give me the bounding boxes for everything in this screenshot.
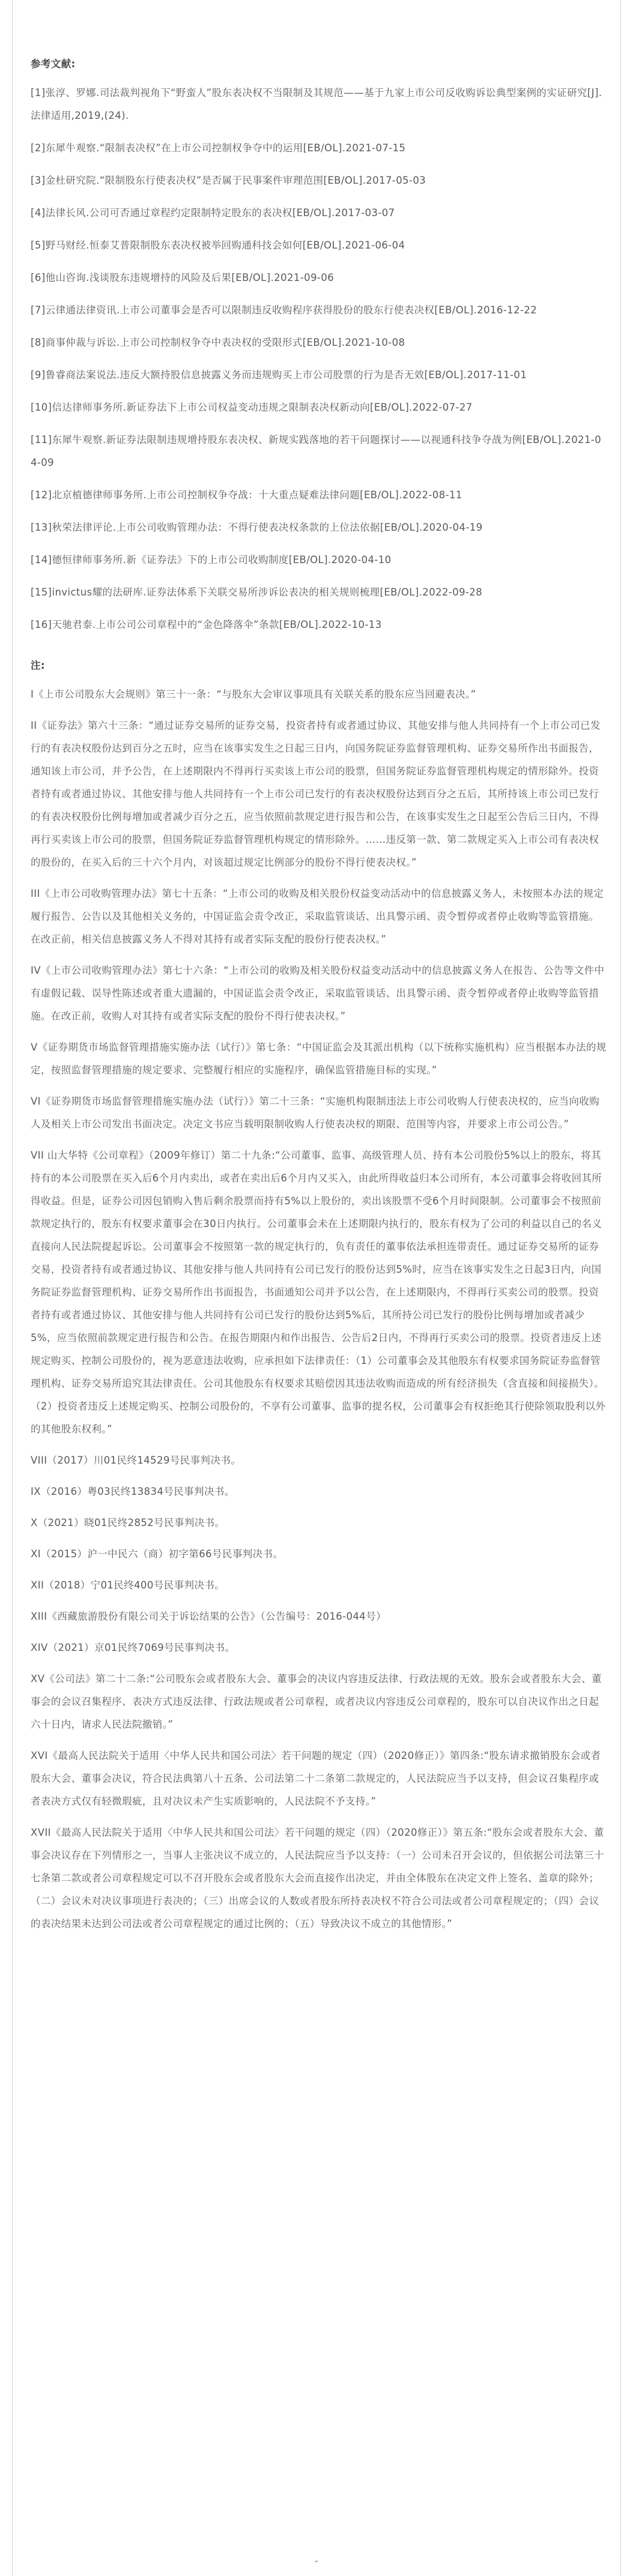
note-item: VII 山大华特《公司章程》（2009年修订）第二十九条:“公司董事、监事、高级管理人员、持有本公司股份5%以上的股东，将其持有的本公司股票在买入后6个月内卖出，或者在卖出后6个月内又买入，由此所得收益归本公司所有，本公司董事会将收回其所得收益。但是，证券公司因包销购入售后剩余股票而持有5%以上股份的，卖出该股票不受6个月时间限制。公司董事会不按照前款规定执行的，股东有权要求董事会在30日内执行。公司董事会未在上述期限内执行的，股东有权为了公司的利益以自己的名义直接向人民法院提起诉讼。公司董事会不按照第一款的规定执行的，负有责任的董事依法承担连带责任。通过证券交易所的证券交易，投资者持有或者通过协议、其他安排与他人共同持有公司已发行的股份达到5%时，应当在该事实发生之日起3日内，向国务院证券监督管理机构、证券交易所作出书面报告，书面通知公司并予以公告，在上述期限内，不得再行买卖公司的股票。投资者持有或者通过协议、其他安排与他人共同持有公司已发行的股份达到5%后，其所持公司已发行的股份比例每增加或者减少5%，应当依照前款规定进行报告和公告。在报告期限内和作出报告、公告后2日内，不得再行买卖公司的股票。投资者违反上述规定购买、控制公司股份的，视为恶意违法收购，应承担如下法律责任：（1）公司董事会及其他股东有权要求国务院证券监督管理机构、证券交易所追究其法律责任。公司其他股东有权要求其赔偿因其违法收购而造成的所有经济损失（含直接和间接损失）。（2）投资者违反上述规定购买、控制公司股份的，不享有公司董事、监事的提名权，公司董事会有权拒绝其行使除领取股利以外的其他股东权利。”: [31, 1150, 606, 1435]
reference-item: [9]鲁睿商法案说法.违反大额持股信息披露义务而违规购买上市公司股票的行为是否无效[EB/OL].2017-11-01: [31, 369, 527, 381]
note-item: XIV（2021）京01民终7069号民事判决书。: [31, 1642, 235, 1653]
reference-item: [2]东犀牛观察.“限制表决权”在上市公司控制权争夺中的运用[EB/OL].2021-07-15: [31, 142, 406, 154]
note-item: IV《上市公司收购管理办法》第七十六条：“上市公司的收购及相关股份权益变动活动中的信息披露义务人在报告、公告等文件中有虚假记载、误导性陈述或者重大遗漏的，中国证监会责令改正，采取监管谈话、出具警示函、责令暂停或者停止收购等监管措施。在改正前，收购人对其持有或者实际支配的股份不得行使表决权。”: [31, 965, 605, 1022]
reference-item: [7]云律通法律资讯.上市公司董事会是否可以限制违反收购程序获得股份的股东行使表决权[EB/OL].2016-12-22: [31, 304, 538, 316]
reference-item: [14]德恒律师事务所.新《证券法》下的上市公司收购制度[EB/OL].2020-04-10: [31, 554, 392, 566]
note-item: X（2021）晓01民终2852号民事判决书。: [31, 1517, 225, 1528]
references-list: [31, 82, 607, 636]
note-item: XVII《最高人民法院关于适用〈中华人民共和国公司法〉若干问题的规定（四）（2020修正）》第五条:“股东会或者股东大会、董事会决议存在下列情形之一，当事人主张决议不成立的，人民法院应当予以支持：（一）公司未召开会议的，但依据公司法第三十七条第二款或者公司章程规定可以不召开股东会或者股东大会而直接作出决定，并由全体股东在决定文件上签名、盖章的除外；（二）会议未对决议事项进行表决的；（三）出席会议的人数或者股东所持表决权不符合公司法或者公司章程规定的；（四）会议的表决结果未达到公司法或者公司章程规定的通过比例的；（五）导致决议不成立的其他情形。”: [31, 1827, 605, 1929]
note-item: XII（2018）宁01民终400号民事判决书。: [31, 1579, 225, 1591]
reference-item: [8]商事仲裁与诉讼.上市公司控制权争夺中表决权的受限形式[EB/OL].2021-10-08: [31, 337, 405, 348]
notes-heading: 注:: [31, 660, 45, 671]
note-item: VI《证券期货市场监督管理措施实施办法（试行）》第二十三条：“实施机构限制违法上市公司收购人行使表决权的，应当向收购人及相关上市公司发出书面决定。决定文书应当载明限制收购人行使表决权的期限、范围等内容，并要求上市公司公告。”: [31, 1096, 600, 1130]
article-body: [31, 53, 607, 1944]
note-item: IX（2016）粤03民终13834号民事判决书。: [31, 1486, 235, 1497]
chevron-up-icon[interactable]: ⌃: [313, 2559, 320, 2569]
reference-item: [3]金杜研究院.“限制股东行使表决权”是否属于民事案件审理范围[EB/OL].2017-05-03: [31, 175, 426, 186]
note-item: VIII（2017）川01民终14529号民事判决书。: [31, 1455, 241, 1466]
reference-item: [13]秋荣法律评论.上市公司收购管理办法：不得行使表决权条款的上位法依据[EB/OL].2020-04-19: [31, 522, 483, 533]
reference-item: [1]张淳、罗娜.司法裁判视角下“野蛮人”股东表决权不当限制及其规范——基于九家上市公司反收购诉讼典型案例的实证研究[J].法律适用,2019,(24).: [31, 87, 602, 121]
note-item: I《上市公司股东大会规则》第三十一条：“与股东大会审议事项具有关联关系的股东应当回避表决。”: [31, 689, 476, 700]
reference-item: [16]天驰君泰.上市公司公司章程中的“金色降落伞”条款[EB/OL].2022-10-13: [31, 619, 382, 630]
article-page: [12, 0, 621, 2576]
note-item: XVI《最高人民法院关于适用〈中华人民共和国公司法〉若干问题的规定（四）（2020修正）》第四条:“股东请求撤销股东会或者股东大会、董事会决议，符合民法典第八十五条、公司法第二十二条第二款规定的，人民法院应当予以支持，但会议召集程序或者表决方式仅有轻微瑕疵，且对决议未产生实质影响的，人民法院不予支持。”: [31, 1750, 601, 1807]
note-item: III《上市公司收购管理办法》第七十五条：“上市公司的收购及相关股份权益变动活动中的信息披露义务人，未按照本办法的规定履行报告、公告以及其他相关义务的，中国证监会责令改正，采取监管谈话、出具警示函、责令暂停或者停止收购等监管措施。在改正前，相关信息披露义务人不得对其持有或者实际支配的股份行使表决权。”: [31, 888, 604, 945]
reference-item: [6]他山咨询.浅谈股东违规增持的风险及后果[EB/OL].2021-09-06: [31, 272, 335, 283]
note-item: V《证券期货市场监督管理措施实施办法（试行）》第七条：“中国证监会及其派出机构（以下统称实施机构）应当根据本办法的规定，按照监督管理措施的规定要求、完整履行相应的实施程序，确保监管措施目标的实现。”: [31, 1042, 607, 1076]
note-item: XIII《西藏旅游股份有限公司关于诉讼结果的公告》（公告编号：2016-044号）: [31, 1611, 386, 1622]
notes-list: [31, 683, 607, 1935]
reference-item: [5]野马财经.恒泰艾普限制股东表决权被举回购通科技会如何[EB/OL].2021-06-04: [31, 240, 405, 251]
reference-item: [12]北京植德律师事务所.上市公司控制权争夺战：十大重点疑难法律问题[EB/OL].2022-08-11: [31, 489, 462, 501]
note-item: XV《公司法》第二十二条:“公司股东会或者股东大会、董事会的决议内容违反法律、行政法规的无效。股东会或者股东大会、董事会的会议召集程序、表决方式违反法律、行政法规或者公司章程，或者决议内容违反公司章程的，股东可以自决议作出之日起六十日内，请求人民法院撤销。”: [31, 1673, 602, 1730]
references-heading: 参考文献:: [31, 58, 76, 70]
reference-item: [10]信达律师事务所.新证券法下上市公司权益变动违规之限制表决权新动向[EB/OL].2022-07-27: [31, 402, 473, 413]
note-item: II《证券法》第六十三条：“通过证券交易所的证券交易，投资者持有或者通过协议、其他安排与他人共同持有一个上市公司已发行的有表决权股份达到百分之五时，应当在该事实发生之日起三日内，向国务院证券监督管理机构、证券交易所作出书面报告，通知该上市公司，并予公告，在上述期限内不得再行买卖该上市公司的股票，但国务院证券监督管理机构规定的情形除外。投资者持有或者通过协议、其他安排与他人共同持有一个上市公司已发行的有表决权股份达到百分之五后，其所持该上市公司已发行的有表决权股份比例每增加或者减少百分之五，应当依照前款规定进行报告和公告，在该事实发生之日起至公告后三日内，不得再行买卖该上市公司的股票，但国务院证券监督管理机构规定的情形除外。……违反第一款、第二款规定买入上市公司有表决权的股份的，在买入后的三十六个月内，对该超过规定比例部分的股份不得行使表决权。”: [31, 720, 601, 868]
reference-item: [15]invictus耀的法研库.证券法体系下关联交易所涉诉讼表决的相关规则梳理[EB/OL].2022-09-28: [31, 587, 483, 598]
reference-item: [4]法律长风.公司可否通过章程约定限制特定股东的表决权[EB/OL].2017-03-07: [31, 207, 395, 219]
note-item: XI（2015）沪一中民六（商）初字第66号民事判决书。: [31, 1548, 283, 1560]
reference-item: [11]东犀牛观察.新证券法限制违规增持股东表决权、新规实践落地的若干问题探讨——以视通科技争夺战为例[EB/OL].2021-04-09: [31, 434, 602, 468]
